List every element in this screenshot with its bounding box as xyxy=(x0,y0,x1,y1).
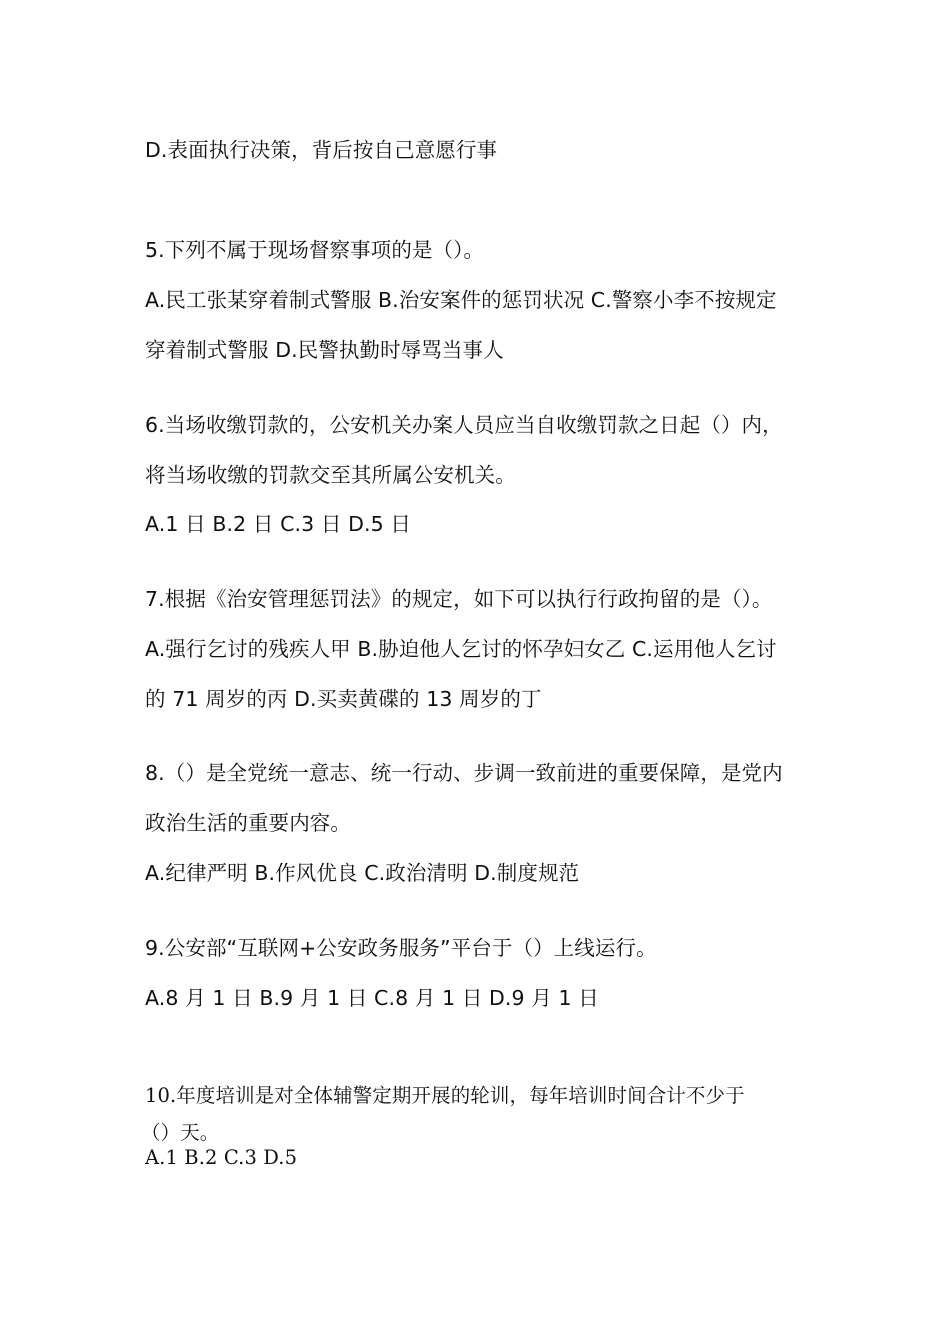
question-10-options: A.1 B.2 C.3 D.5 xyxy=(145,1146,298,1169)
question-10-line-2: （）天。 xyxy=(141,1121,220,1144)
question-7: 7.根据《治安管理惩罚法》的规定，如下可以执行行政拘留的是（）。 xyxy=(145,587,773,611)
question-5-options-line-2: 穿着制式警服 D.民警执勤时辱骂当事人 xyxy=(145,338,504,362)
question-6-line-1: 6.当场收缴罚款的，公安机关办案人员应当自收缴罚款之日起（）内， xyxy=(145,413,783,437)
question-5-options-line-1: A.民工张某穿着制式警服 B.治安案件的惩罚状况 C.警察小李不按规定 xyxy=(145,288,777,312)
question-8-line-2: 政治生活的重要内容。 xyxy=(145,811,351,835)
question-8-line-1: 8.（）是全党统一意志、统一行动、步调一致前进的重要保障，是党内 xyxy=(145,761,783,785)
question-5: 5.下列不属于现场督察事项的是（）。 xyxy=(145,238,485,262)
question-8-options: A.纪律严明 B.作风优良 C.政治清明 D.制度规范 xyxy=(145,861,580,885)
question-10-line-1: 10.年度培训是对全体辅警定期开展的轮训，每年培训时间合计不少于 xyxy=(145,1084,745,1107)
question-6-line-2: 将当场收缴的罚款交至其所属公安机关。 xyxy=(145,463,516,487)
question-9-options: A.8 月 1 日 B.9 月 1 日 C.8 月 1 日 D.9 月 1 日 xyxy=(145,986,599,1010)
question-7-options-line-1: A.强行乞讨的残疾人甲 B.胁迫他人乞讨的怀孕妇女乙 C.运用他人乞讨 xyxy=(145,637,777,661)
question-6-options: A.1 日 B.2 日 C.3 日 D.5 日 xyxy=(145,512,411,536)
question-9: 9.公安部“互联网+公安政务服务”平台于（）上线运行。 xyxy=(145,936,657,960)
text-line: D.表面执行决策，背后按自己意愿行事 xyxy=(145,138,498,162)
question-7-options-line-2: 的 71 周岁的丙 D.买卖黄碟的 13 周岁的丁 xyxy=(145,687,542,711)
